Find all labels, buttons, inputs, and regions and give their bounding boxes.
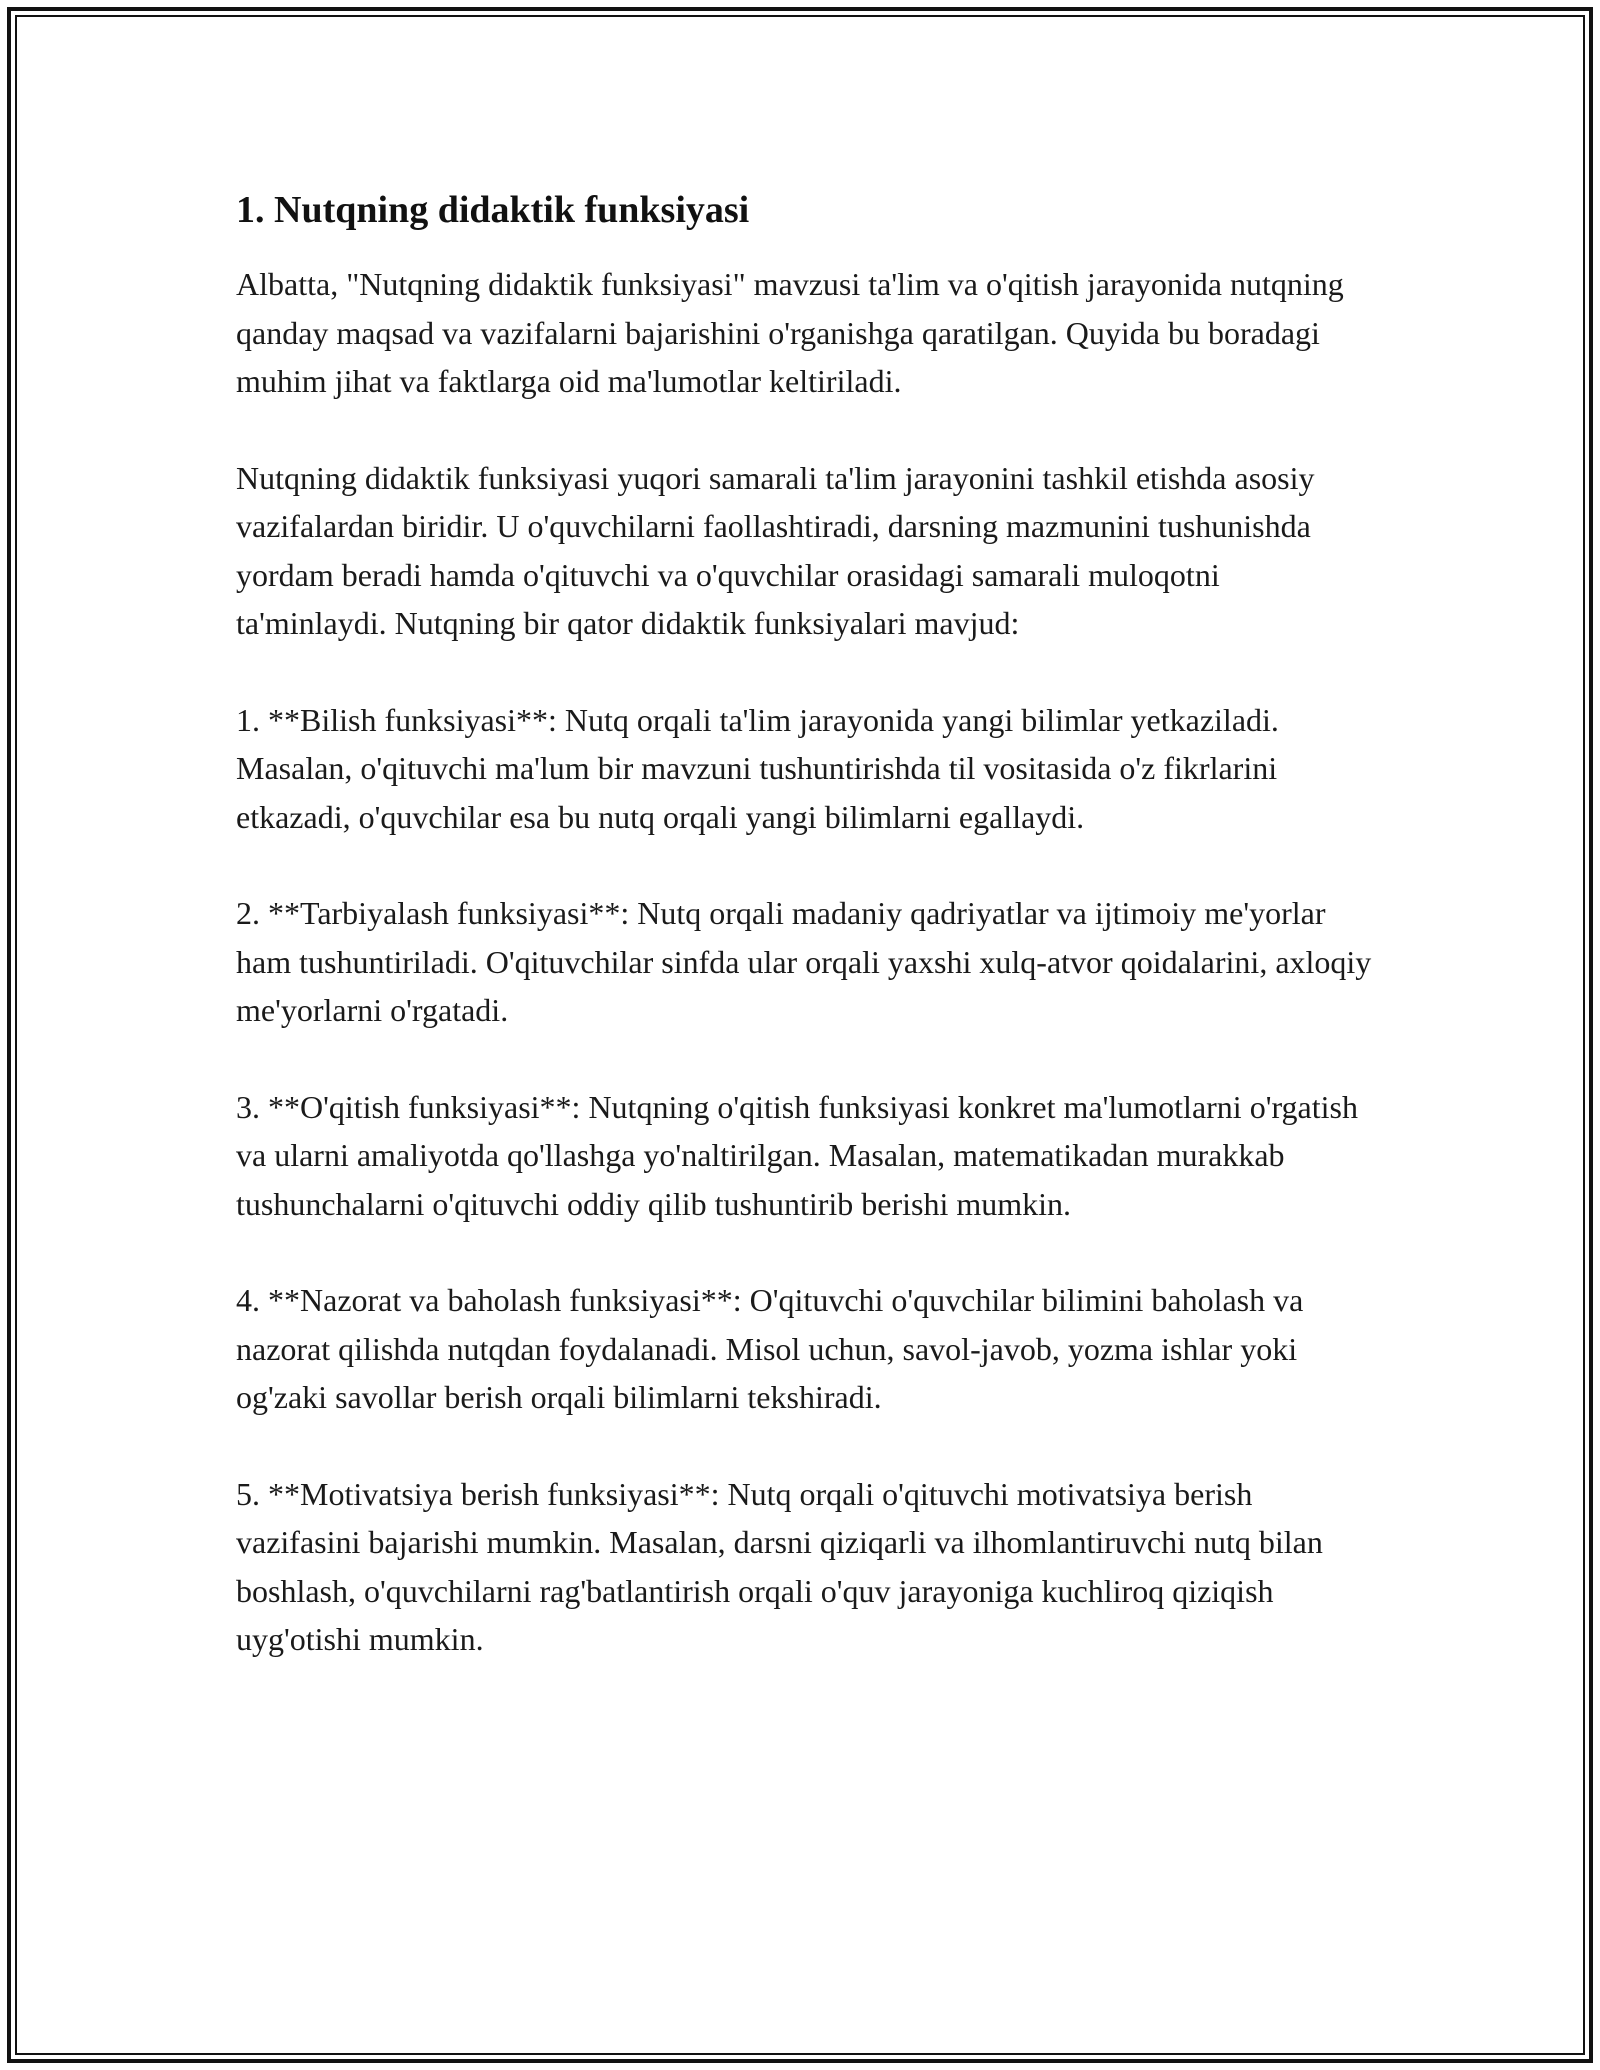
list-item-motivatsiya: 5. **Motivatsiya berish funksiyasi**: Nutq orqali o'qituvchi motivatsiya berish vazifasini bajarishi mumkin. Masalan, darsni qiziqarli va ilhomlantiruvchi nutq bilan boshlash, o'quvchilarni rag'batlantirish orqali o'quv jarayoniga kuchliroq qiziqish uyg'otishi mumkin. [236,1475,1323,1657]
document-body [236,186,1376,1712]
document-title: 1. Nutqning didaktik funksiyasi [236,189,750,231]
list-item-tarbiyalash: 2. **Tarbiyalash funksiyasi**: Nutq orqali madaniy qadriyatlar va ijtimoiy me'yorlar ham tushuntiriladi. O'qituvchilar sinfda ular orqali yaxshi xulq-atvor qoidalarini, axloqiy me'yorlarni o'rgatadi. [236,895,1372,1028]
paragraph-intro: Albatta, "Nutqning didaktik funksiyasi" mavzusi ta'lim va o'qitish jarayonida nutqning qanday maqsad va vazifalarni bajarishini o'rganishga qaratilgan. Quyida bu boradagi muhim jihat va faktlarga oid ma'lumotlar keltiriladi. [236,266,1344,399]
list-item-bilish: 1. **Bilish funksiyasi**: Nutq orqali ta'lim jarayonida yangi bilimlar yetkaziladi. Masalan, o'qituvchi ma'lum bir mavzuni tushuntirishda til vositasida o'z fikrlarini etkazadi, o'quvchilar esa bu nutq orqali yangi bilimlarni egallaydi. [236,701,1279,835]
paragraph-overview: Nutqning didaktik funksiyasi yuqori samarali ta'lim jarayonini tashkil etishda asosiy vazifalardan biridir. U o'quvchilarni faollashtiradi, darsning mazmunini tushunishda yordam beradi hamda o'qituvchi va o'quvchilar orasidagi samarali muloqotni ta'minlaydi. Nutqning bir qator didaktik funksiyalari mavjud: [236,459,1315,641]
list-item-oqitish: 3. **O'qitish funksiyasi**: Nutqning o'qitish funksiyasi konkret ma'lumotlarni o'rgatish va ularni amaliyotda qo'llashga yo'naltirilgan. Masalan, matematikadan murakkab tushunchalarni o'qituvchi oddiy qilib tushuntirib berishi mumkin. [236,1088,1358,1222]
list-item-nazorat: 4. **Nazorat va baholash funksiyasi**: O'qituvchi o'quvchilar bilimini baholash va nazorat qilishda nutqdan foydalanadi. Misol uchun, savol-javob, yozma ishlar yoki og'zaki savollar berish orqali bilimlarni tekshiradi. [236,1282,1304,1415]
